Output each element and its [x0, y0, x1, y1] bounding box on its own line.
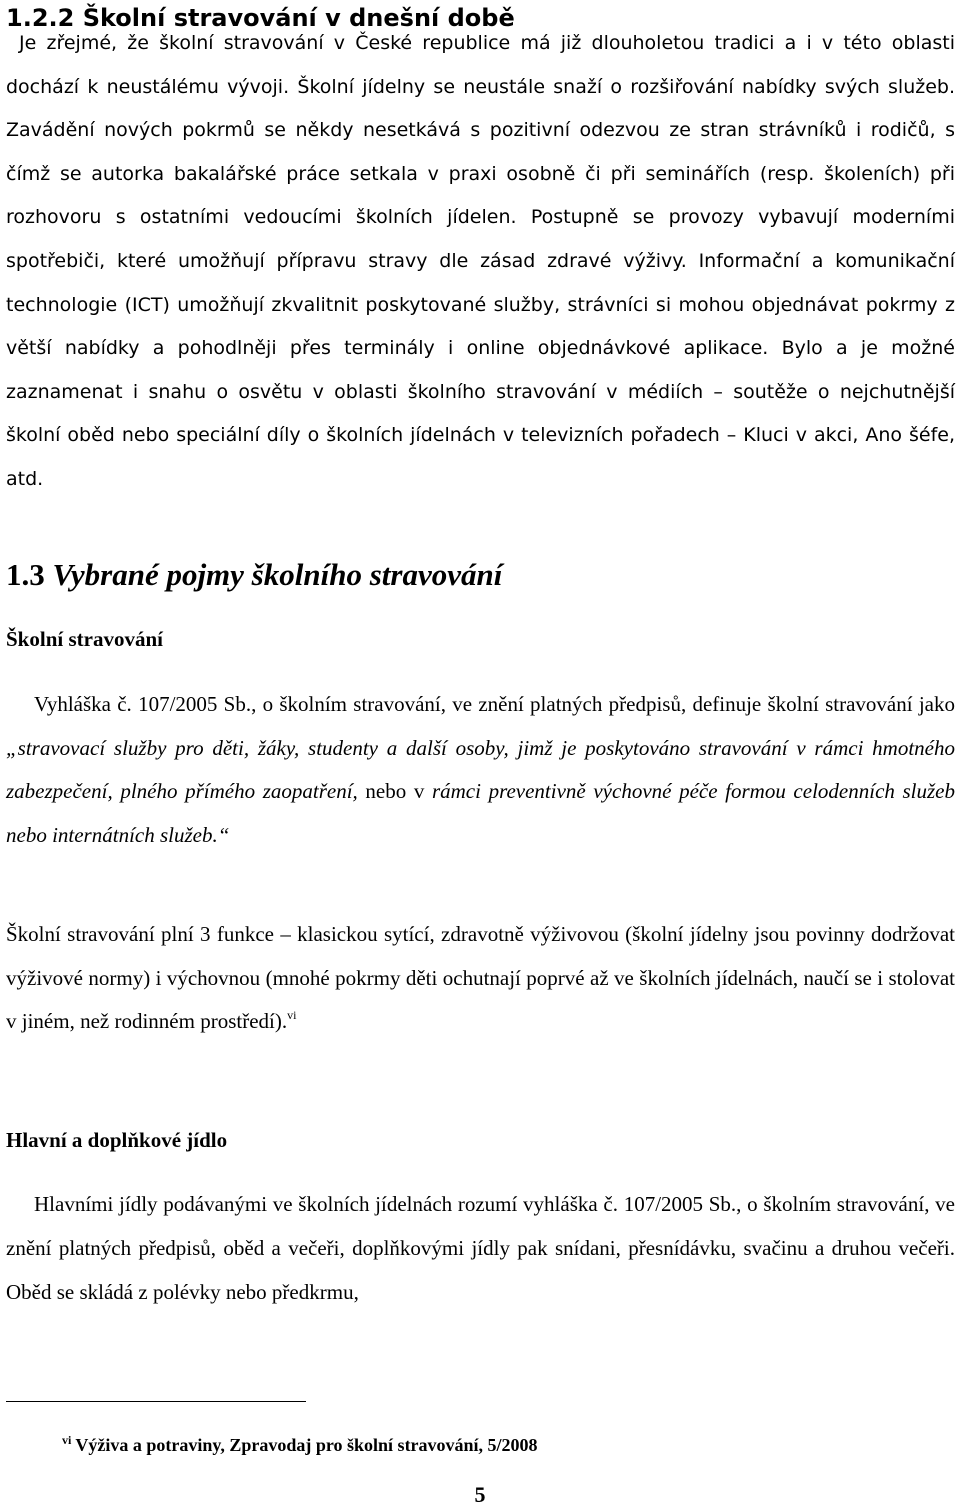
functions-paragraph-text: Školní stravování plní 3 funkce – klasickou sytící, zdravotně výživovou (školní jídelny jsou povinny dodržovat výživové normy) i výchovnou (mnohé pokrmy děti ochutnají poprvé až ve školních jídelnách, naučí se i stolovat v jiném, než rodinném prostředí).	[6, 922, 955, 1033]
meals-paragraph-text: Hlavními jídly podávanými ve školních jídelnách rozumí vyhláška č. 107/2005 Sb., o školním stravování, ve znění platných předpisů, oběd a večeři, doplňkovými jídly pak snídani, přesnídávku, svačinu a druhou večeři. Oběd se skládá z polévky nebo předkrmu,	[6, 1192, 955, 1304]
subsection-title-hlavni-jidlo: Hlavní a doplňkové jídlo	[6, 1128, 228, 1152]
subsection-title-skolni-stravovani: Školní stravování	[6, 627, 163, 651]
definition-mid: nebo v	[365, 779, 432, 804]
intro-paragraph	[6, 22, 955, 502]
footnote-text: Výživa a potraviny, Zpravodaj pro školní stravování, 5/2008	[75, 1435, 538, 1455]
functions-paragraph	[6, 913, 955, 1044]
meals-paragraph	[6, 1182, 955, 1314]
footnote-separator	[6, 1401, 306, 1402]
definition-quote: „stravovací služby pro děti, žáky, studenty a další osoby, jimž je poskytováno stravování v rámci hmotného zabezpečení, plného přímého zaopatření,	[6, 735, 955, 804]
footnote-mark: vi	[62, 1433, 72, 1447]
definition-quote-end: rámci preventivně výchovné péče formou celodenních služeb nebo internátních služeb.“	[6, 779, 955, 848]
chapter-title: Vybrané pojmy školního stravování	[52, 557, 503, 592]
chapter-number: 1.3	[6, 557, 45, 592]
page-number: 5	[474, 1482, 486, 1507]
footnote	[62, 1432, 538, 1458]
section-number: 1.2.2	[6, 4, 75, 32]
definition-paragraph	[6, 683, 955, 858]
footnote-reference: vi	[287, 1008, 297, 1022]
section-title: Školní stravování v dnešní době	[82, 4, 515, 32]
chapter-heading	[6, 550, 502, 600]
definition-lead: Vyhláška č. 107/2005 Sb., o školním stravování, ve znění platných předpisů, definuje školní stravování jako	[34, 692, 955, 716]
intro-paragraph-text: Je zřejmé, že školní stravování v České republice má již dlouholetou tradici a i v této oblasti dochází k neustálému vývoji. Školní jídelny se neustále snaží o rozšiřování nabídky svých služeb. Zavádění nových pokrmů se někdy nesetkává s pozitivní odezvou ze stran strávníků i rodičů, s čímž se autorka bakalářské práce setkala v praxi osobně či při seminářích (resp. školeních) při rozhovoru s ostatními vedoucími školních jídelen. Postupně se provozy vybavují moderními spotřebiči, které umožňují přípravu stravy dle zásad zdravé výživy. Informační a komunikační technologie (ICT) umožňují zkvalitnit poskytované služby, strávníci si mohou objednávat pokrmy z větší nabídky a pohodlněji přes terminály i online objednávkové aplikace. Bylo a je možné zaznamenat i snahu o osvětu v oblasti školního stravování v médiích – soutěže o nejchutnější školní oběd nebo speciální díly o školních jídelnách v televizních pořadech – Kluci v akci, Ano šéfe, atd.	[6, 32, 955, 490]
